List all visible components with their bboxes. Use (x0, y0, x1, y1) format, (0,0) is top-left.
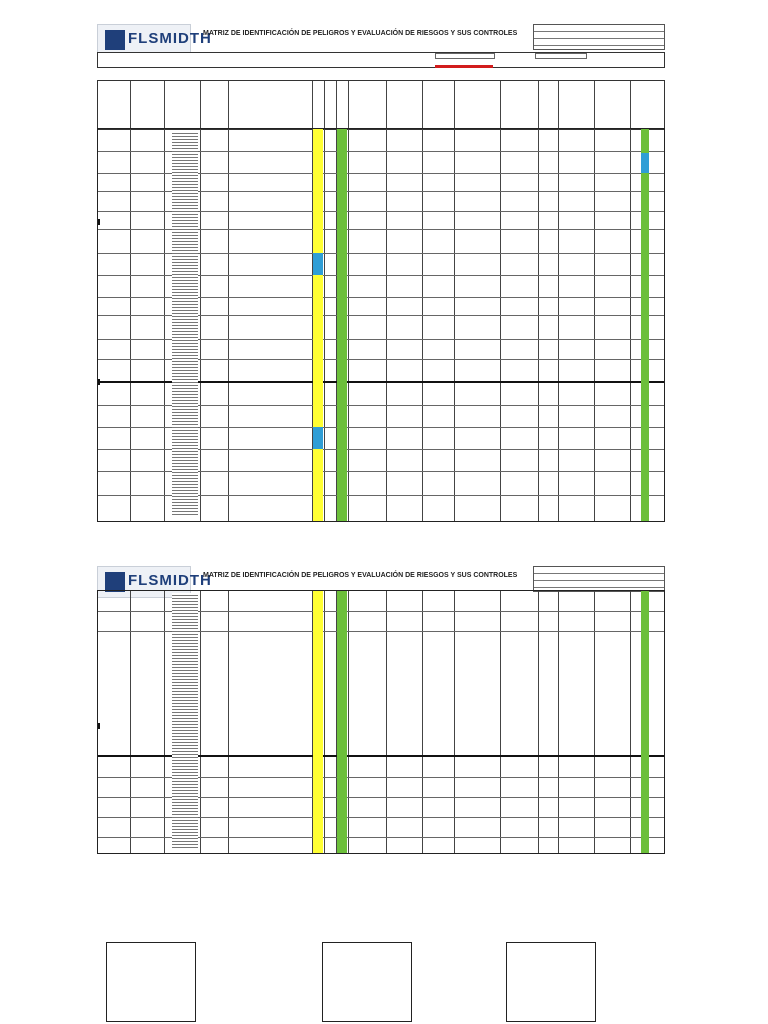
row-marker (97, 219, 100, 225)
risk-blue-block-2 (313, 427, 323, 449)
alert-bar (435, 65, 493, 68)
logo-text: FLSMIDTH (128, 30, 212, 47)
document-title: MATRIZ DE IDENTIFICACIÓN DE PELIGROS Y EVALUACIÓN DE RIESGOS Y SUS CONTROLES (203, 30, 518, 37)
logo-mark-icon (105, 30, 125, 50)
risk-column-yellow (313, 129, 323, 521)
residual-blue-block (641, 153, 649, 173)
document-meta (533, 24, 665, 50)
document-title: MATRIZ DE IDENTIFICACIÓN DE PELIGROS Y EVALUACIÓN DE RIESGOS Y SUS CONTROLES (203, 572, 518, 579)
risk-column-green (337, 591, 347, 853)
risk-column-green (337, 129, 347, 521)
residual-green-column (641, 591, 649, 853)
residual-green-column (641, 129, 649, 521)
page-2 (95, 564, 665, 854)
signature-box-prepared (106, 942, 196, 1022)
risk-matrix-table-continued (97, 590, 665, 854)
hazard-list (172, 131, 198, 517)
column-header-row (97, 80, 665, 130)
document-meta (533, 566, 665, 592)
row-marker (97, 723, 100, 729)
info-date-box (535, 53, 587, 59)
logo-mark-icon (105, 572, 125, 592)
risk-column-yellow (313, 591, 323, 853)
info-field-box (435, 53, 495, 59)
risk-matrix-table (97, 128, 665, 522)
signature-box-reviewed (322, 942, 412, 1022)
risk-blue-block-1 (313, 253, 323, 275)
signature-box-approved (506, 942, 596, 1022)
row-marker (97, 379, 100, 385)
hazard-list (172, 593, 198, 849)
logo-text: FLSMIDTH (128, 572, 212, 589)
page-1 (95, 22, 665, 522)
